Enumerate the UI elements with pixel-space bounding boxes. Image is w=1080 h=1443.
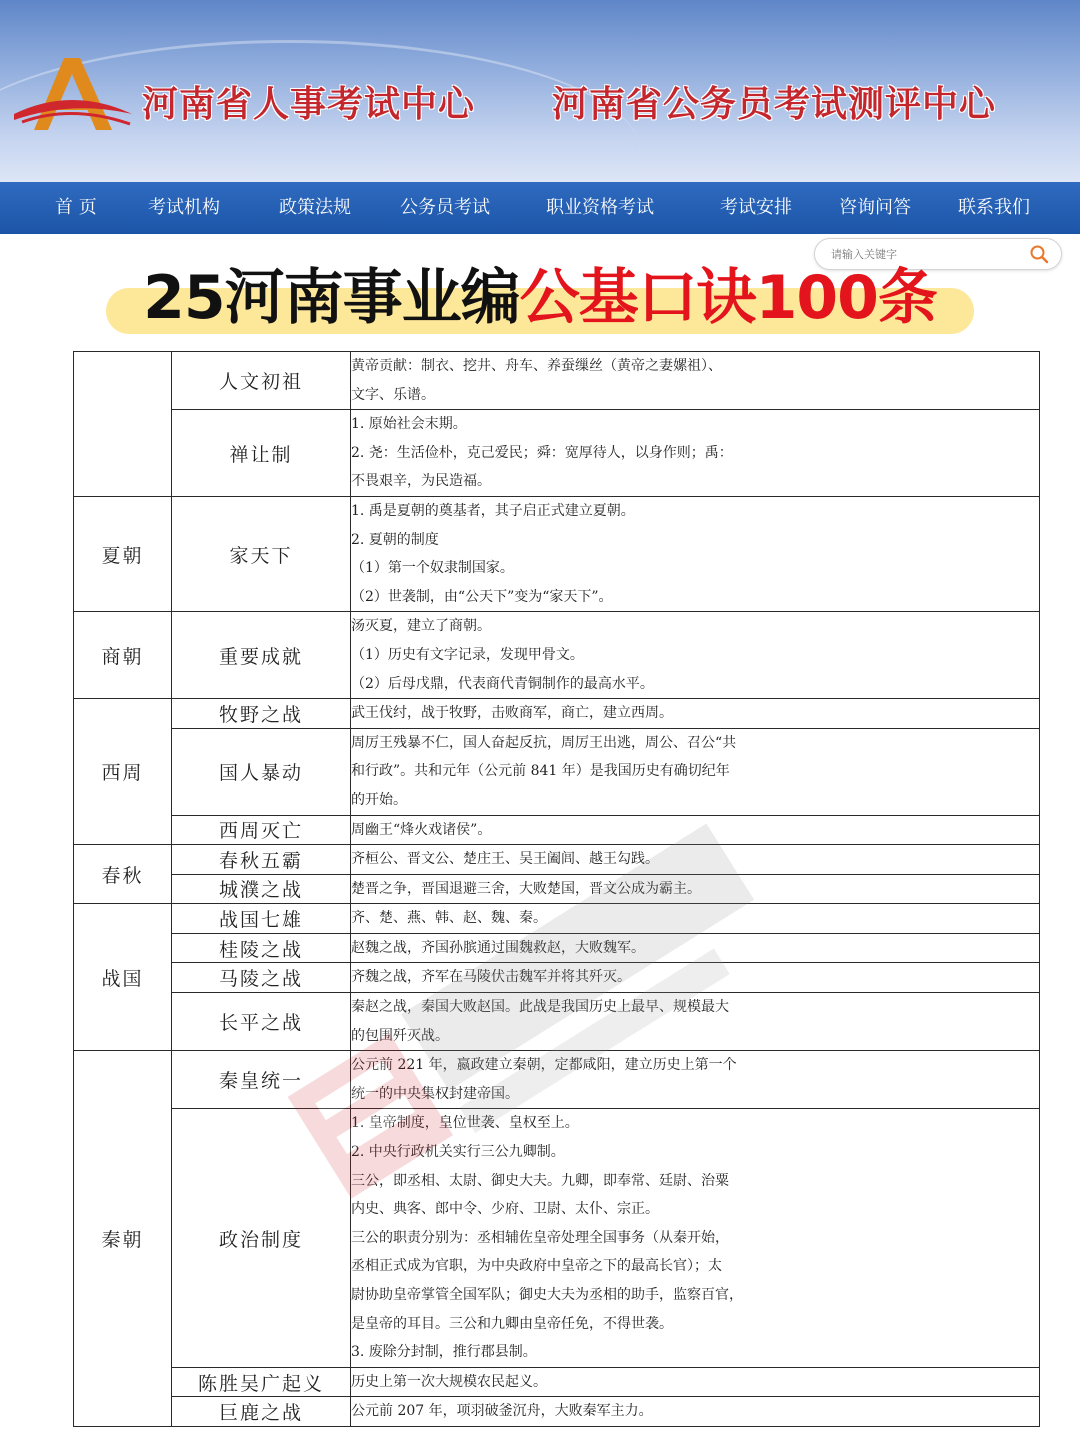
detail-line: 齐魏之战，齐军在马陵伏击魏军并将其歼灭。 [351, 969, 631, 986]
site-name-exam-center: 河南省人事考试中心 [142, 84, 476, 125]
history-table [73, 351, 1040, 1427]
topic-cell: 城濮之战 [172, 874, 351, 904]
detail-line: 公元前 221 年，嬴政建立秦朝，定都咸阳，建立历史上第一个 [351, 1057, 737, 1074]
detail-cell [351, 874, 1040, 904]
nav-item-contact[interactable]: 联系我们 [958, 197, 1030, 218]
topic-cell: 重要成就 [172, 612, 351, 699]
detail-line: 的包围歼灭战。 [351, 1027, 449, 1044]
detail-line: 历史上第一次大规模农民起义。 [351, 1373, 547, 1390]
detail-line: 秦赵之战，秦国大败赵国。此战是我国历史上最早、规模最大 [351, 999, 729, 1016]
detail-line: 内史、典客、郎中令、少府、卫尉、太仆、宗正。 [351, 1201, 659, 1218]
nav-item-policies[interactable]: 政策法规 [279, 197, 351, 218]
detail-cell [351, 1109, 1040, 1367]
title-part-1: 25河南事业编 [143, 263, 520, 333]
detail-line: （2）后母戊鼎，代表商代青铜制作的最高水平。 [351, 675, 654, 692]
detail-line: （1）历史有文字记录，发现甲骨文。 [351, 646, 584, 663]
table-row [74, 1397, 1040, 1427]
detail-line: 周幽王“烽火戏诸侯”。 [351, 821, 492, 838]
site-name-assessment-center: 河南省公务员考试测评中心 [552, 84, 997, 125]
detail-cell [351, 933, 1040, 963]
topic-cell: 政治制度 [172, 1109, 351, 1367]
detail-line: 公元前 207 年，项羽破釜沉舟，大败秦军主力。 [351, 1403, 653, 1420]
nav-item-faq[interactable]: 咨询问答 [839, 197, 911, 218]
detail-line: （1）第一个奴隶制国家。 [351, 560, 514, 577]
table-row [74, 933, 1040, 963]
dynasty-cell-xizhou: 西周 [74, 699, 172, 845]
detail-cell [351, 728, 1040, 815]
nav-item-qualification[interactable]: 职业资格考试 [546, 197, 654, 218]
nav-item-civil-service[interactable]: 公务员考试 [400, 197, 490, 218]
table-row [74, 993, 1040, 1051]
detail-line: 三公的职责分别为：丞相辅佐皇帝处理全国事务（从秦开始， [351, 1229, 729, 1246]
detail-line: 2. 尧：生活俭朴，克己爱民；舜：宽厚待人，以身作则；禹： [351, 444, 733, 461]
title-part-2: 公基口诀100条 [519, 263, 937, 333]
detail-cell [351, 1397, 1040, 1427]
site-header [0, 0, 1080, 182]
detail-line: 1. 原始社会末期。 [351, 416, 467, 433]
detail-cell [351, 1367, 1040, 1397]
main-nav [0, 182, 1080, 234]
detail-line: 楚晋之争，晋国退避三舍，大败楚国，晋文公成为霸主。 [351, 880, 701, 897]
detail-line: 尉协助皇帝掌管全国军队；御史大夫为丞相的助手，监察百官， [351, 1287, 743, 1303]
detail-line: 齐、楚、燕、韩、赵、魏、秦。 [351, 910, 547, 927]
detail-line: 武王伐纣，战于牧野，击败商军，商亡，建立西周。 [351, 705, 673, 722]
table-row [74, 904, 1040, 934]
topic-cell: 秦皇统一 [172, 1051, 351, 1109]
detail-line: 统一的中央集权封建帝国。 [351, 1085, 519, 1102]
topic-cell: 国人暴动 [172, 728, 351, 815]
detail-cell [351, 410, 1040, 497]
topic-cell: 家天下 [172, 496, 351, 611]
topic-cell: 禅让制 [172, 410, 351, 497]
table-row [74, 699, 1040, 729]
detail-line: 丞相正式成为官职，为中央政府中皇帝之下的最高长官）；太 [351, 1258, 722, 1275]
table-row [74, 1051, 1040, 1109]
dynasty-cell-xia: 夏朝 [74, 496, 172, 611]
detail-cell [351, 352, 1040, 410]
dynasty-cell-empty [74, 352, 172, 497]
detail-line: 2. 中央行政机关实行三公九卿制。 [351, 1144, 565, 1161]
detail-cell [351, 815, 1040, 845]
topic-cell: 西周灭亡 [172, 815, 351, 845]
topic-cell: 桂陵之战 [172, 933, 351, 963]
detail-cell [351, 612, 1040, 699]
detail-cell [351, 845, 1040, 875]
detail-line: 黄帝贡献：制衣、挖井、舟车、养蚕缫丝（黄帝之妻嫘祖）、 [351, 358, 722, 374]
detail-line: 三公，即丞相、太尉、御史大夫。九卿，即奉常、廷尉、治粟 [351, 1172, 729, 1189]
site-logo-icon[interactable] [12, 52, 134, 136]
detail-line: （2）世袭制，由“公天下”变为“家天下”。 [351, 588, 613, 605]
table-row [74, 612, 1040, 699]
table-row [74, 874, 1040, 904]
detail-line: 汤灭夏，建立了商朝。 [351, 618, 491, 635]
detail-line: 赵魏之战，齐国孙膑通过围魏救赵，大败魏军。 [351, 939, 645, 956]
detail-line: 和行政”。共和元年（公元前 841 年）是我国历史有确切纪年 [351, 763, 730, 780]
dynasty-cell-qin: 秦朝 [74, 1051, 172, 1427]
page-title [0, 258, 1080, 338]
topic-cell: 人文初祖 [172, 352, 351, 410]
detail-cell [351, 993, 1040, 1051]
nav-item-institutions[interactable]: 考试机构 [148, 197, 220, 218]
table-row [74, 728, 1040, 815]
table-row [74, 963, 1040, 993]
detail-line: 的开始。 [351, 791, 407, 808]
table-row [74, 410, 1040, 497]
topic-cell: 战国七雄 [172, 904, 351, 934]
table-row [74, 1109, 1040, 1367]
detail-line: 文字、乐谱。 [351, 386, 435, 403]
detail-line: 1. 禹是夏朝的奠基者，其子启正式建立夏朝。 [351, 502, 635, 519]
topic-cell: 春秋五霸 [172, 845, 351, 875]
detail-line: 是皇帝的耳目。三公和九卿由皇帝任免，不得世袭。 [351, 1315, 673, 1332]
table-row [74, 1367, 1040, 1397]
dynasty-cell-chunqiu: 春秋 [74, 845, 172, 904]
detail-line: 不畏艰辛，为民造福。 [351, 473, 491, 490]
topic-cell: 陈胜吴广起义 [172, 1367, 351, 1397]
dynasty-cell-shang: 商朝 [74, 612, 172, 699]
topic-cell: 巨鹿之战 [172, 1397, 351, 1427]
table-row [74, 845, 1040, 875]
detail-line: 3. 废除分封制，推行郡县制。 [351, 1344, 537, 1361]
detail-line: 齐桓公、晋文公、楚庄王、吴王阖闾、越王勾践。 [351, 851, 659, 868]
nav-item-schedule[interactable]: 考试安排 [720, 197, 792, 218]
detail-line: 1. 皇帝制度，皇位世袭、皇权至上。 [351, 1115, 579, 1132]
detail-cell [351, 904, 1040, 934]
topic-cell: 长平之战 [172, 993, 351, 1051]
topic-cell: 牧野之战 [172, 699, 351, 729]
table-row [74, 815, 1040, 845]
dynasty-cell-zhanguo: 战国 [74, 904, 172, 1051]
topic-cell: 马陵之战 [172, 963, 351, 993]
detail-cell [351, 496, 1040, 611]
nav-item-home[interactable]: 首 页 [55, 197, 97, 218]
table-row [74, 496, 1040, 611]
detail-cell [351, 963, 1040, 993]
detail-line: 周厉王残暴不仁，国人奋起反抗，周厉王出逃，周公、召公“共 [351, 734, 737, 751]
table-row [74, 352, 1040, 410]
detail-line: 2. 夏朝的制度 [351, 531, 439, 548]
detail-cell [351, 1051, 1040, 1109]
detail-cell [351, 699, 1040, 729]
